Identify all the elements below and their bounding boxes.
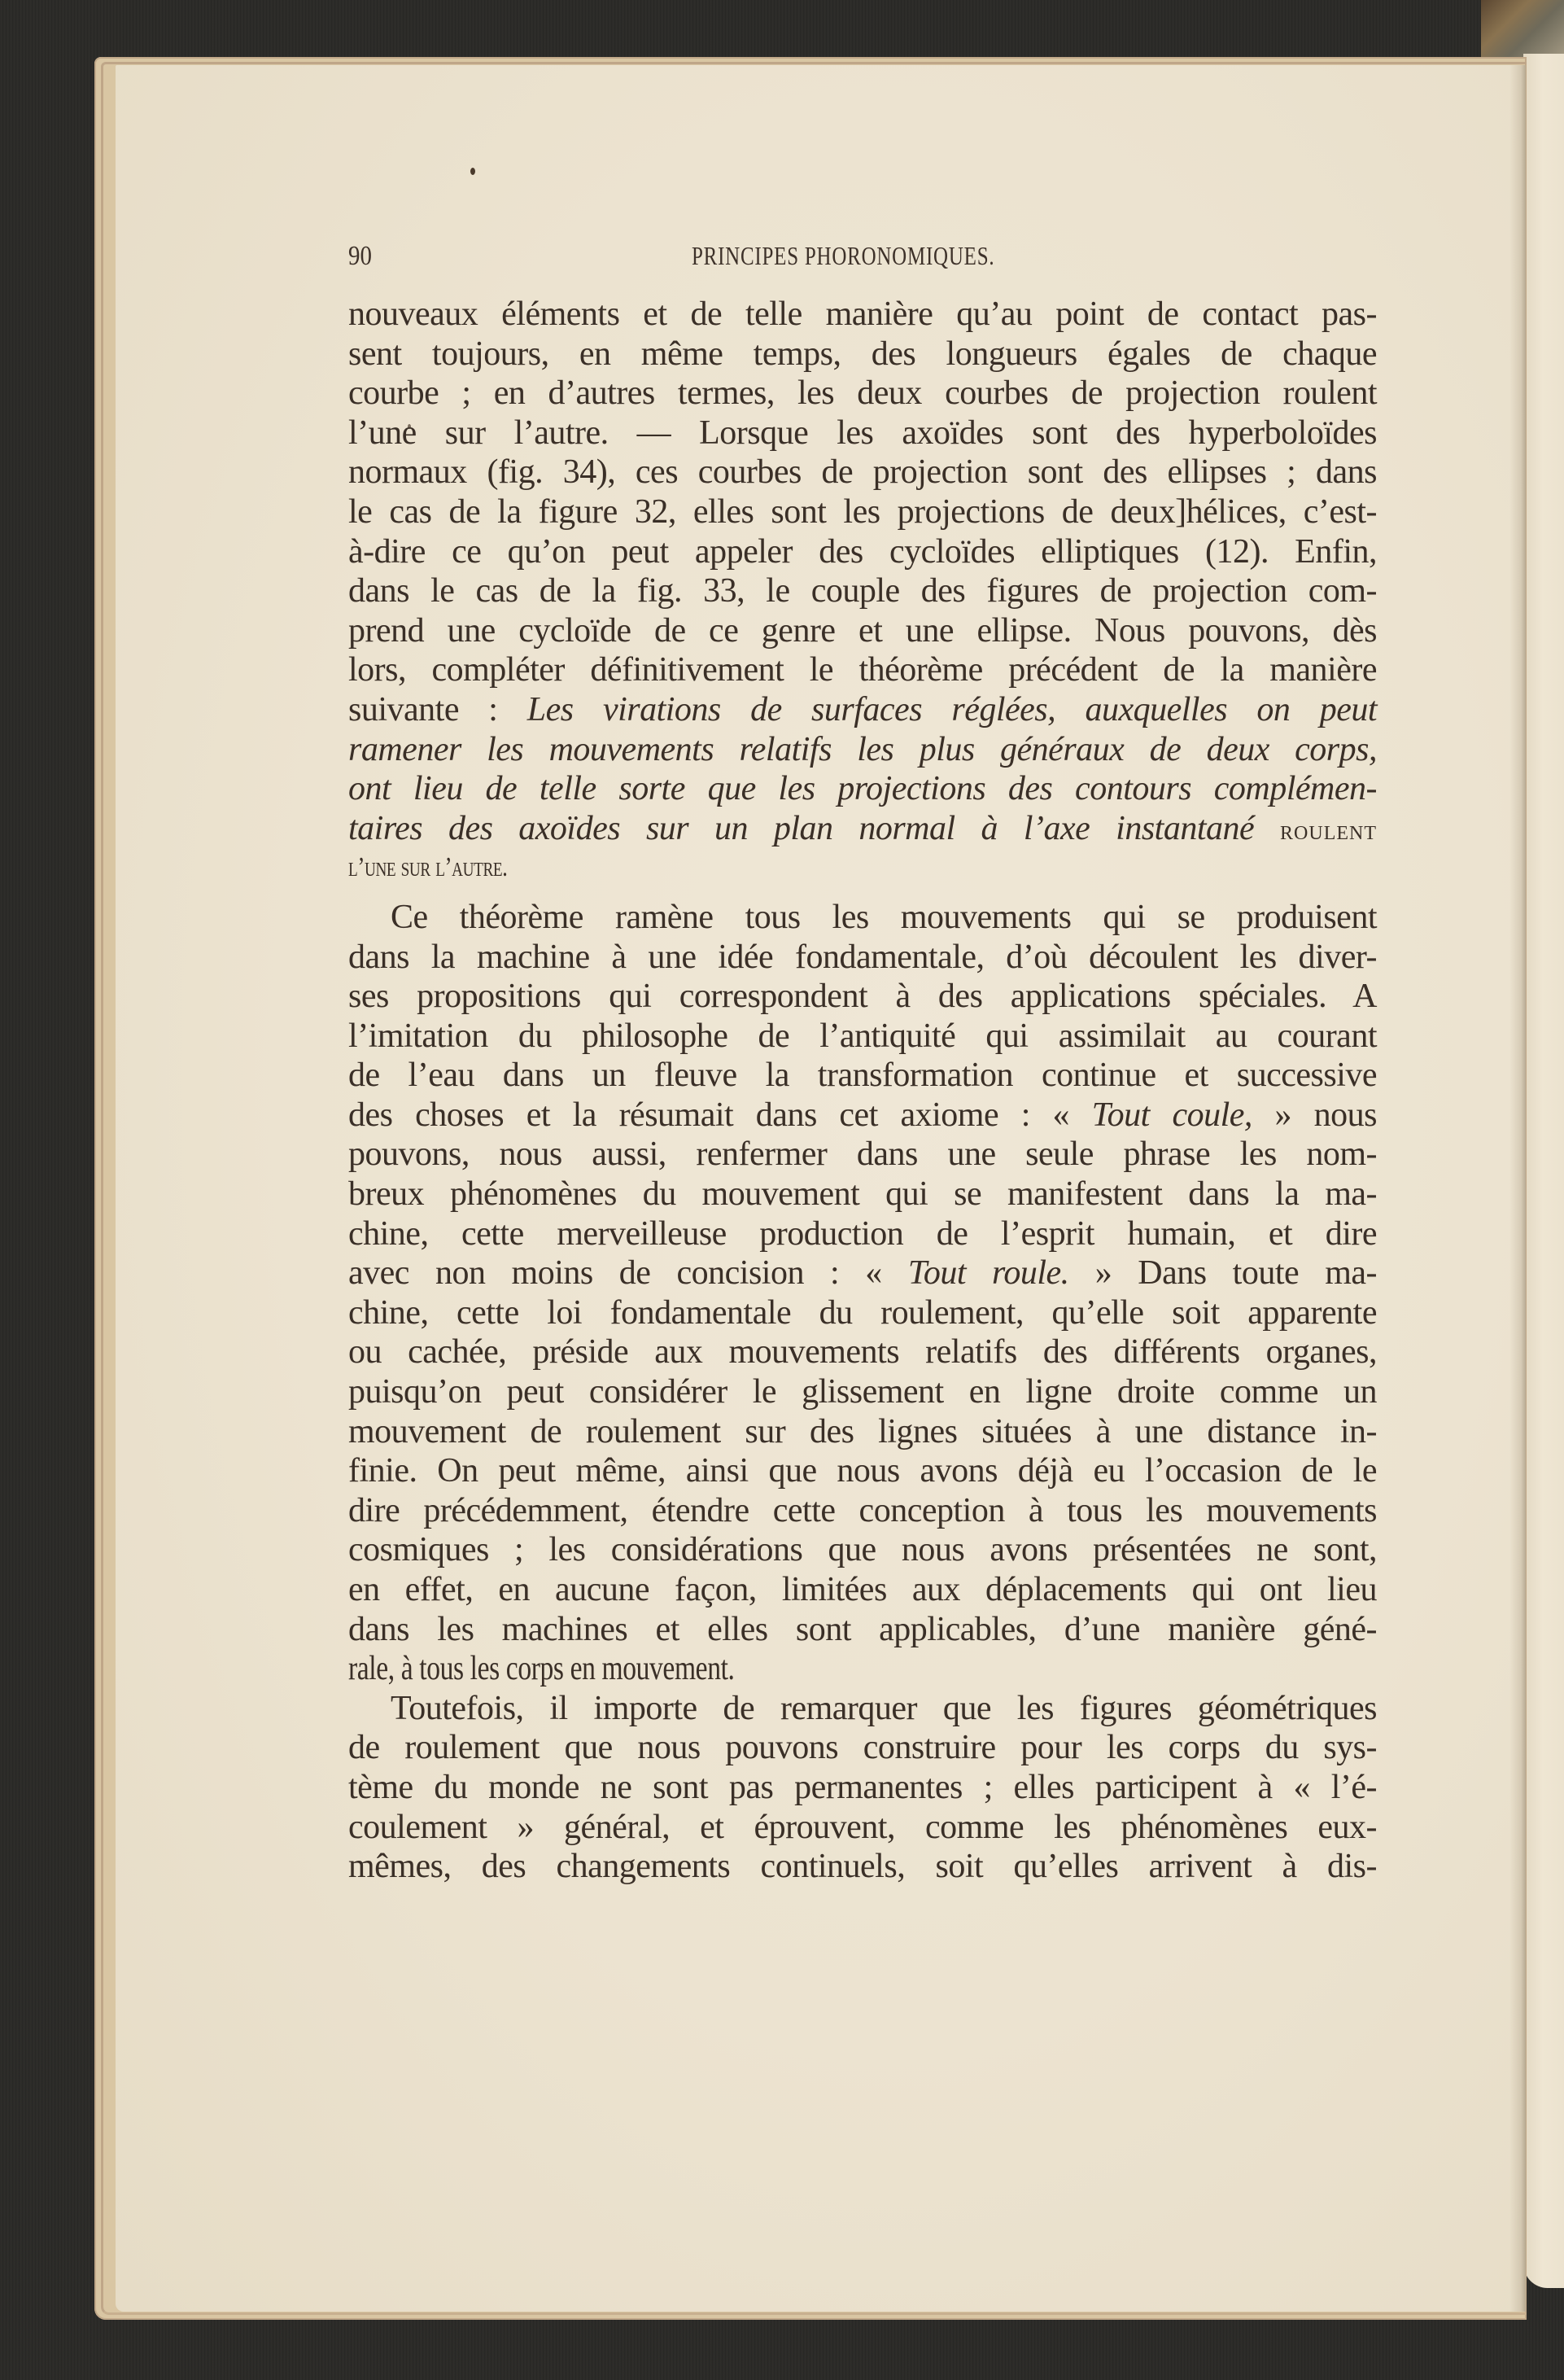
text-line: Ce théorème ramène tous les mouvements qui se produisent: [391, 898, 1377, 936]
text-line: de l’eau dans un fleuve la transformation continue et successive: [348, 1057, 1377, 1095]
running-head-title: PRINCIPES PHORONOMIQUES.: [692, 241, 995, 270]
text-line: cosmiques ; les considérations que nous avons présentées ne sont,: [348, 1531, 1377, 1569]
text-fragment: » Dans toute ma-: [1094, 1254, 1378, 1293]
theorem-smallcaps: roulent: [1280, 815, 1378, 846]
body-text: [348, 295, 1377, 1887]
text-fragment: des choses et la résumait dans cet axiome : «: [348, 1096, 1070, 1134]
text-line: Toutefois, il importe de remarquer que les figures géométriques: [391, 1689, 1377, 1727]
theorem-text: Les virations de surfaces réglées, auxquelles on peut: [526, 690, 1378, 728]
text-fragment: avec non moins de concision : «: [348, 1254, 882, 1293]
text-line: sent toujours, en même temps, des longueurs égales de chaque: [348, 335, 1377, 373]
next-page-edge: [1523, 54, 1564, 2288]
text-line: de roulement que nous pouvons construire pour les corps du sys-: [348, 1729, 1377, 1767]
text-line: rale, à tous les corps en mouvement.: [348, 1650, 735, 1688]
book-spine-corner: [1481, 0, 1564, 57]
theorem-line: ont lieu de telle sorte que les projections des contours complémen-: [348, 770, 1377, 808]
paragraph-2: [348, 898, 1377, 1689]
text-line: le cas de la figure 32, elles sont les projections de deux]hélices, c’est-: [348, 492, 1377, 531]
text-line: coulement » général, et éprouvent, comme les phénomènes eux-: [348, 1808, 1377, 1846]
text-line: ses propositions qui correspondent à des applications spéciales. A: [348, 978, 1377, 1016]
text-line: breux phénomènes du mouvement qui se manifestent dans la ma-: [348, 1175, 1377, 1214]
text-line: normaux (fig. 34), ces courbes de projection sont des ellipses ; dans: [348, 453, 1377, 492]
text-line: pouvons, nous aussi, renfermer dans une seule phrase les nom-: [348, 1135, 1377, 1174]
gutter-shadow: [1509, 65, 1526, 2312]
text-fragment: » nous: [1274, 1096, 1377, 1134]
text-line: l’imitation du philosophe de l’antiquité qui assimilait au courant: [348, 1017, 1377, 1055]
text-line: mêmes, des changements continuels, soit qu’elles arrivent à dis-: [348, 1848, 1377, 1886]
quote-line: [348, 1253, 1377, 1293]
text-line: chine, cette merveilleuse production de l’esprit humain, et dire: [348, 1214, 1377, 1253]
text-line: à-dire ce qu’on peut appeler des cycloïdes elliptiques (12). Enfin,: [348, 532, 1377, 571]
page-number: 90: [348, 241, 372, 271]
text-line: dans le cas de la fig. 33, le couple des figures de projection com-: [348, 572, 1377, 610]
theorem-line: [348, 809, 1377, 849]
theorem-line: [348, 690, 1377, 730]
theorem-line: ramener les mouvements relatifs les plus généraux de deux corps,: [348, 730, 1377, 768]
paragraph-3: [348, 1689, 1377, 1887]
text-line: l’une sur l’autre. — Lorsque les axoïdes sont des hyperboloïdes: [348, 413, 1377, 452]
ink-speck: [470, 168, 475, 175]
text-line: finie. On peut même, ainsi que nous avons déjà eu l’occasion de le: [348, 1452, 1377, 1490]
text-line: dans la machine à une idée fondamentale, d’où découlent les diver-: [348, 938, 1377, 976]
text-line: mouvement de roulement sur des lignes situées à une distance in-: [348, 1412, 1377, 1450]
theorem-intro: suivante :: [348, 690, 498, 728]
quote-tout-roule: Tout roule.: [907, 1254, 1069, 1293]
text-line: en effet, en aucune façon, limitées aux déplacements qui ont lieu: [348, 1571, 1377, 1608]
text-line: lors, compléter définitivement le théorème précédent de la manière: [348, 651, 1377, 689]
text-line: puisqu’on peut considérer le glissement en ligne droite comme un: [348, 1373, 1377, 1411]
theorem-line: l’une sur l’autre.: [348, 852, 508, 883]
text-line: prend une cycloïde de ce genre et une ellipse. Nous pouvons, dès: [348, 611, 1377, 650]
paragraph-1: [348, 295, 1377, 888]
text-line: courbe ; en d’autres termes, les deux courbes de projection roulent: [348, 374, 1377, 413]
running-head: [348, 241, 1377, 273]
text-line: dire précédemment, étendre cette conception à tous les mouvements: [348, 1491, 1377, 1529]
text-line: tème du monde ne sont pas permanentes ; elles participent à « l’é-: [348, 1768, 1377, 1806]
quote-line: [348, 1096, 1377, 1135]
text-line: nouveaux éléments et de telle manière qu’au point de contact pas-: [348, 295, 1377, 333]
text-line: ou cachée, préside aux mouvements relatifs des différents organes,: [348, 1333, 1377, 1372]
quote-tout-coule: Tout coule,: [1091, 1096, 1252, 1134]
text-line: dans les machines et elles sont applicables, d’une manière géné-: [348, 1610, 1377, 1648]
text-line: chine, cette loi fondamentale du roulement, qu’elle soit apparente: [348, 1293, 1377, 1332]
theorem-text: taires des axoïdes sur un plan normal à l’axe instantané: [348, 809, 1255, 847]
